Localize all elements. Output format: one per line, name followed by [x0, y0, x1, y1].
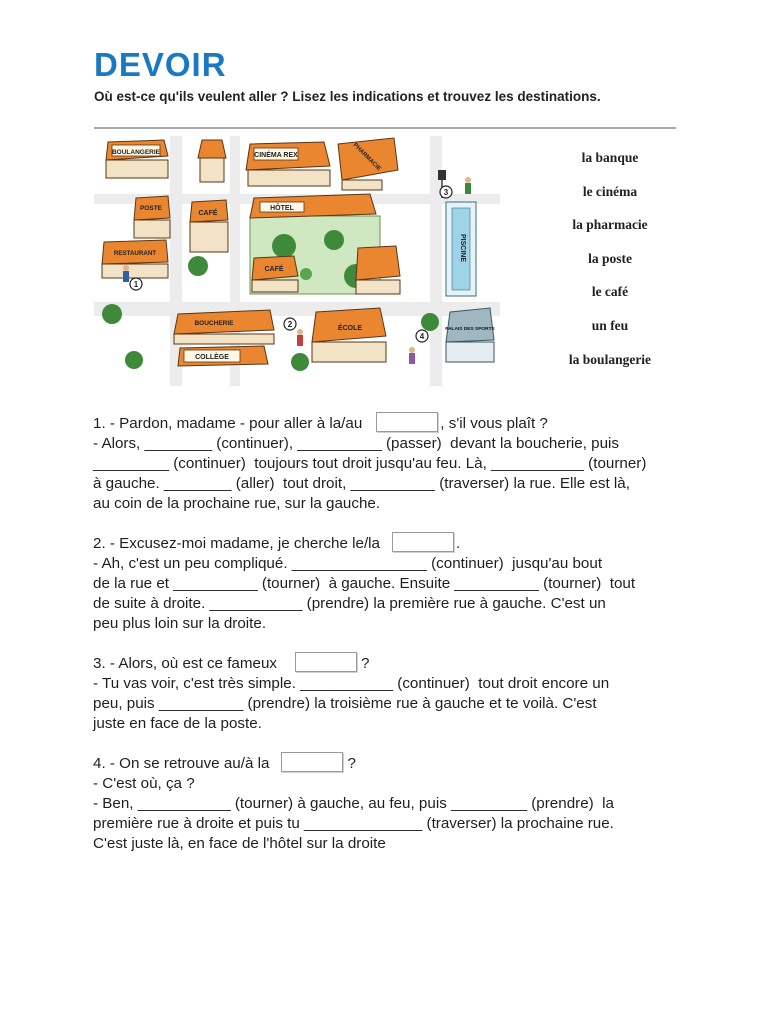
tree	[102, 304, 122, 324]
exercise-4	[93, 752, 733, 854]
map-label-poste: POSTE	[139, 205, 163, 212]
person-icon	[123, 265, 129, 282]
svg-text:4: 4	[419, 332, 425, 341]
page-title: DEVOIR	[94, 46, 227, 83]
svg-text:3: 3	[443, 188, 449, 197]
marker-4	[416, 330, 428, 342]
svg-text:2: 2	[287, 320, 293, 329]
destination-item: la boulangerie	[568, 351, 652, 367]
exercise-line: peu plus loin sur la droite.	[93, 615, 267, 632]
cinema-building	[246, 142, 330, 186]
exercise-line: de suite à droite. ___________ (prendre) la première rue à gauche. C'est un	[93, 595, 606, 612]
map-label-boulangerie: BOULANGERIE	[111, 149, 161, 156]
exercise-3	[93, 652, 733, 734]
destination-item: la banque	[581, 150, 639, 165]
answer-box[interactable]	[295, 652, 357, 672]
exercise-line: - Ben, ___________ (tourner) à gauche, au feu, puis _________ (prendre) la	[93, 795, 614, 812]
marker-3	[440, 186, 452, 198]
small-house	[198, 140, 226, 182]
destination-item: le cinéma	[582, 183, 638, 199]
exercise-first-line: 3. - Alors, où est ce fameux ?	[93, 652, 733, 674]
answer-box[interactable]	[392, 532, 454, 552]
map-label-pharmacie: PHARMACIE	[351, 142, 382, 173]
map-label-cafe-bottom: CAFÉ	[264, 266, 284, 273]
exercise-first-line: 4. - On se retrouve au/à la ?	[93, 752, 733, 774]
college-building	[178, 346, 268, 366]
tree	[125, 351, 143, 369]
exercise-line: au coin de la prochaine rue, sur la gauche.	[93, 495, 381, 512]
tree	[188, 256, 208, 276]
exercise-line: - Ah, c'est un peu compliqué. ________________ (continuer) jusqu'au bout	[93, 555, 603, 572]
map-label-palais-des-sports: PALAIS DES SPORTS	[445, 327, 495, 332]
exercise-line: - C'est où, ça ?	[93, 775, 195, 792]
cafe-building-bottom	[252, 256, 298, 292]
answer-box[interactable]	[281, 752, 343, 772]
marker-1	[130, 278, 142, 290]
boucherie-building	[174, 310, 274, 344]
tree	[421, 313, 439, 331]
instructions: Où est-ce qu'ils veulent aller ? Lisez les indications et trouvez les destinations.	[94, 89, 601, 104]
destination-item: la pharmacie	[572, 217, 648, 233]
exercise-first-line: 1. - Pardon, madame - pour aller à la/au , s'il vous plaît ?	[93, 412, 733, 434]
marker-2	[284, 318, 296, 330]
cafe-building-top	[190, 200, 228, 252]
exercise-line: juste en face de la poste.	[93, 715, 262, 732]
exercise-line: - Tu vas voir, c'est très simple. ___________ (continuer) tout droit encore un	[93, 675, 610, 692]
exercise-1	[93, 412, 733, 514]
person-icon	[465, 177, 471, 194]
exercise-line: à gauche. ________ (aller) tout droit, __________ (traverser) la rue. Elle est là,	[93, 475, 630, 492]
map-label-boucherie: BOUCHERIE	[194, 320, 234, 327]
houses-right	[356, 246, 400, 294]
destination-item: la poste	[588, 250, 632, 266]
destination-item: le café	[591, 284, 629, 300]
divider	[94, 127, 676, 129]
exercise-line: - Alors, ________ (continuer), __________ (passer) devant la boucherie, puis	[93, 435, 619, 452]
hotel-building	[250, 194, 376, 218]
ecole-building	[312, 308, 386, 362]
piscine-building	[446, 202, 476, 296]
town-map	[94, 136, 500, 386]
map-label-ecole: ÉCOLE	[337, 325, 363, 332]
exercise-line: _________ (continuer) toujours tout droit jusqu'au feu. Là, ___________ (tourner)	[93, 455, 647, 472]
map-label-college: COLLÈGE	[195, 354, 229, 361]
exercise-line: première rue à droite et puis tu ______________ (traverser) la prochaine rue.	[93, 815, 614, 832]
exercise-line: peu, puis __________ (prendre) la troisième rue à gauche et te voilà. C'est	[93, 695, 597, 712]
poste-building	[134, 196, 170, 238]
exercise-line: C'est juste là, en face de l'hôtel sur la droite	[93, 835, 386, 852]
palais-des-sports-building	[445, 308, 495, 362]
map-label-piscine: PISCINE	[459, 233, 466, 263]
map-label-restaurant: RESTAURANT	[113, 250, 157, 257]
map-label-hotel: HÔTEL	[270, 205, 294, 212]
destination-item: un feu	[591, 317, 629, 333]
person-icon	[409, 347, 415, 364]
destination-list	[540, 150, 680, 385]
map-label-cinema: CINÉMA REX	[254, 152, 298, 159]
map-label-cafe-top: CAFÉ	[198, 210, 218, 217]
answer-box[interactable]	[376, 412, 438, 432]
restaurant-building	[102, 240, 168, 278]
exercise-first-line: 2. - Excusez-moi madame, je cherche le/la .	[93, 532, 733, 554]
exercise-2	[93, 532, 733, 634]
svg-text:1: 1	[133, 280, 139, 289]
tree	[291, 353, 309, 371]
person-icon	[297, 329, 303, 346]
exercise-line: de la rue et __________ (tourner) à gauche. Ensuite __________ (tourner) tout	[93, 575, 636, 592]
